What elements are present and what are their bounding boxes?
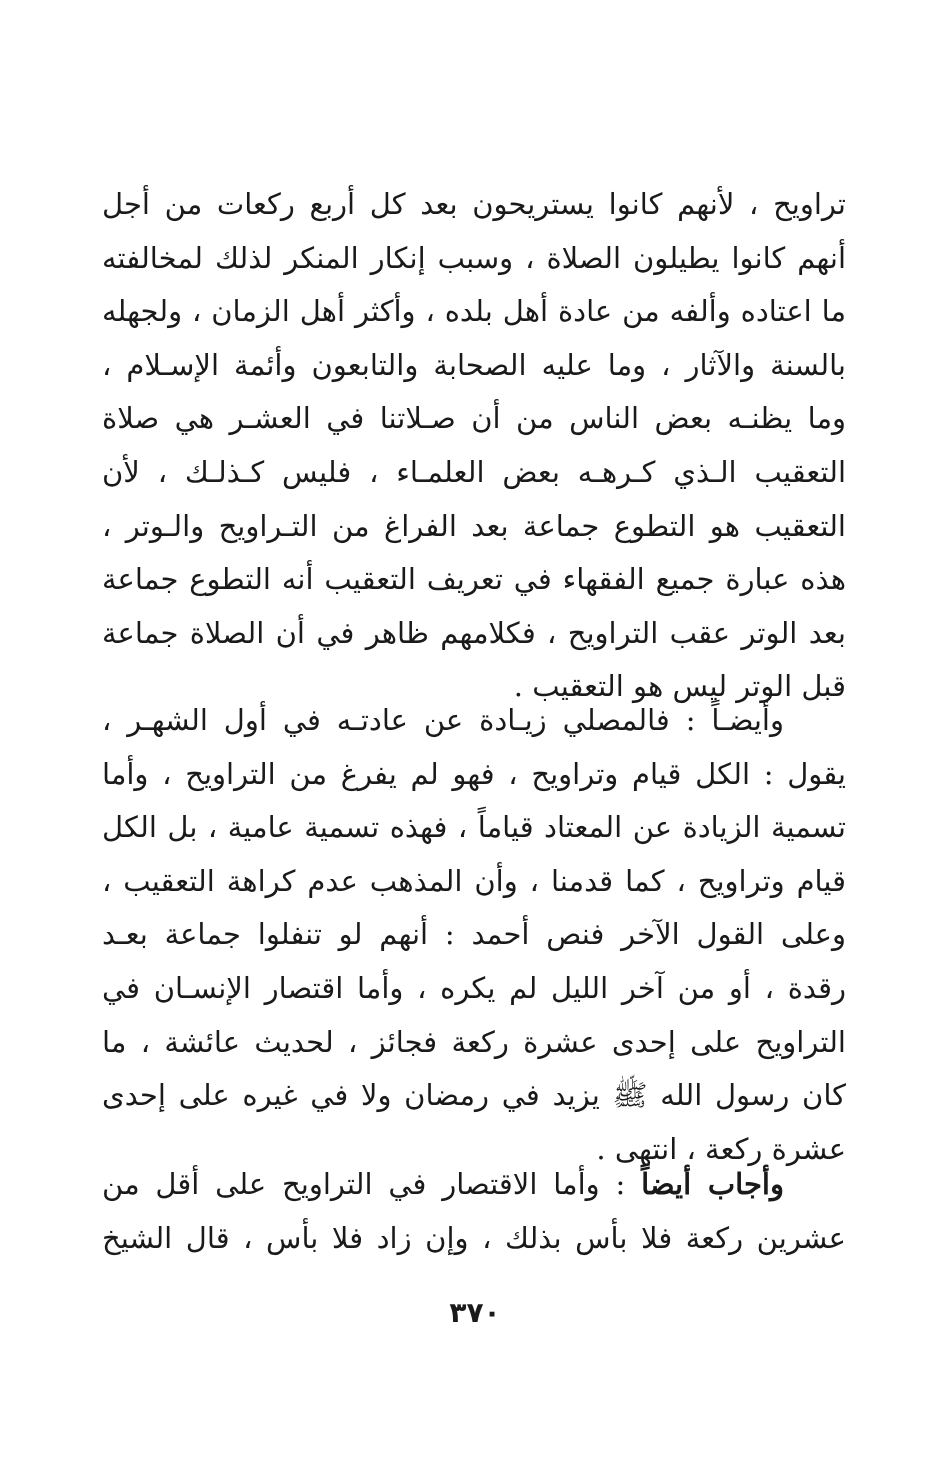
page-number: ٣٧٠ — [449, 1296, 501, 1329]
text-line: ما اعتاده وألفه من عادة أهل بلده ، وأكثر أهل الزمان ، ولجهله — [102, 294, 846, 329]
text-line: التعقيب الـذي كـرهـه بعض العلمـاء ، فليس كـذلـك ، لأن — [102, 454, 846, 489]
text-line: عشرين ركعة فلا بأس بذلك ، وإن زاد فلا بأس ، قال الشيخ — [102, 1220, 846, 1255]
text-line: هذه عبارة جميع الفقهاء في تعريف التعقيب أنه التطوع جماعة — [102, 562, 846, 597]
text-line: وعلى القول الآخر فنص أحمد : أنهم لو تنفلوا جماعة بعـد — [102, 917, 846, 952]
text-line: بعد الوتر عقب التراويح ، فكلامهم ظاهر في أن الصلاة جماعة — [102, 615, 846, 650]
text-line: بالسنة والآثار ، وما عليه الصحابة والتابعون وأئمة الإسـلام ، — [102, 347, 846, 382]
text-line: تسمية الزيادة عن المعتاد قياماً ، فهذه تسمية عامية ، بل الكل — [102, 810, 846, 845]
text-line: التعقيب هو التطوع جماعة بعد الفراغ من التـراويح والـوتر ، — [102, 508, 846, 543]
text-line: كان رسول الله ﷺ يزيد في رمضان ولا في غيره على إحدى — [102, 1078, 846, 1113]
text-line: قيام وتراويح ، كما قدمنا ، وأن المذهب عدم كراهة التعقيب ، — [102, 863, 846, 898]
paragraph-3 — [102, 1158, 846, 1265]
text-line: وما يظنـه بعض الناس من أن صـلاتنا في العشـر هي صلاة — [102, 401, 846, 436]
paragraph-lead-rest: : وأما الاقتصار في التراويح على أقل من — [102, 1167, 642, 1201]
text-line: عشرة ركعة ، انتهى . — [596, 1131, 846, 1166]
paragraph-lead: وأجاب أيضاً — [641, 1167, 784, 1201]
text-line: تراويح ، لأنهم كانوا يستريحون بعد كل أربع ركعات من أجل — [102, 187, 846, 221]
text-line — [102, 1158, 846, 1212]
paragraph-2 — [102, 694, 846, 1176]
text-line: رقدة ، أو من آخر الليل لم يكره ، وأما اقتصار الإنسـان في — [102, 970, 846, 1005]
text-line: يقول : الكل قيام وتراويح ، فهو لم يفرغ من التراويح ، وأما — [102, 756, 846, 791]
text-line: أنهم كانوا يطيلون الصلاة ، وسبب إنكار المنكر لذلك لمخالفته — [102, 240, 846, 275]
text-line: قبل الوتر ليس هو التعقيب . — [513, 669, 846, 704]
text-line: وأيضـاً : فالمصلي زيـادة عن عادتـه في أول الشهـر ، — [102, 703, 784, 737]
paragraph-1 — [102, 178, 846, 714]
text-line: التراويح على إحدى عشرة ركعة فجائز ، لحديث عائشة ، ما — [102, 1024, 846, 1059]
